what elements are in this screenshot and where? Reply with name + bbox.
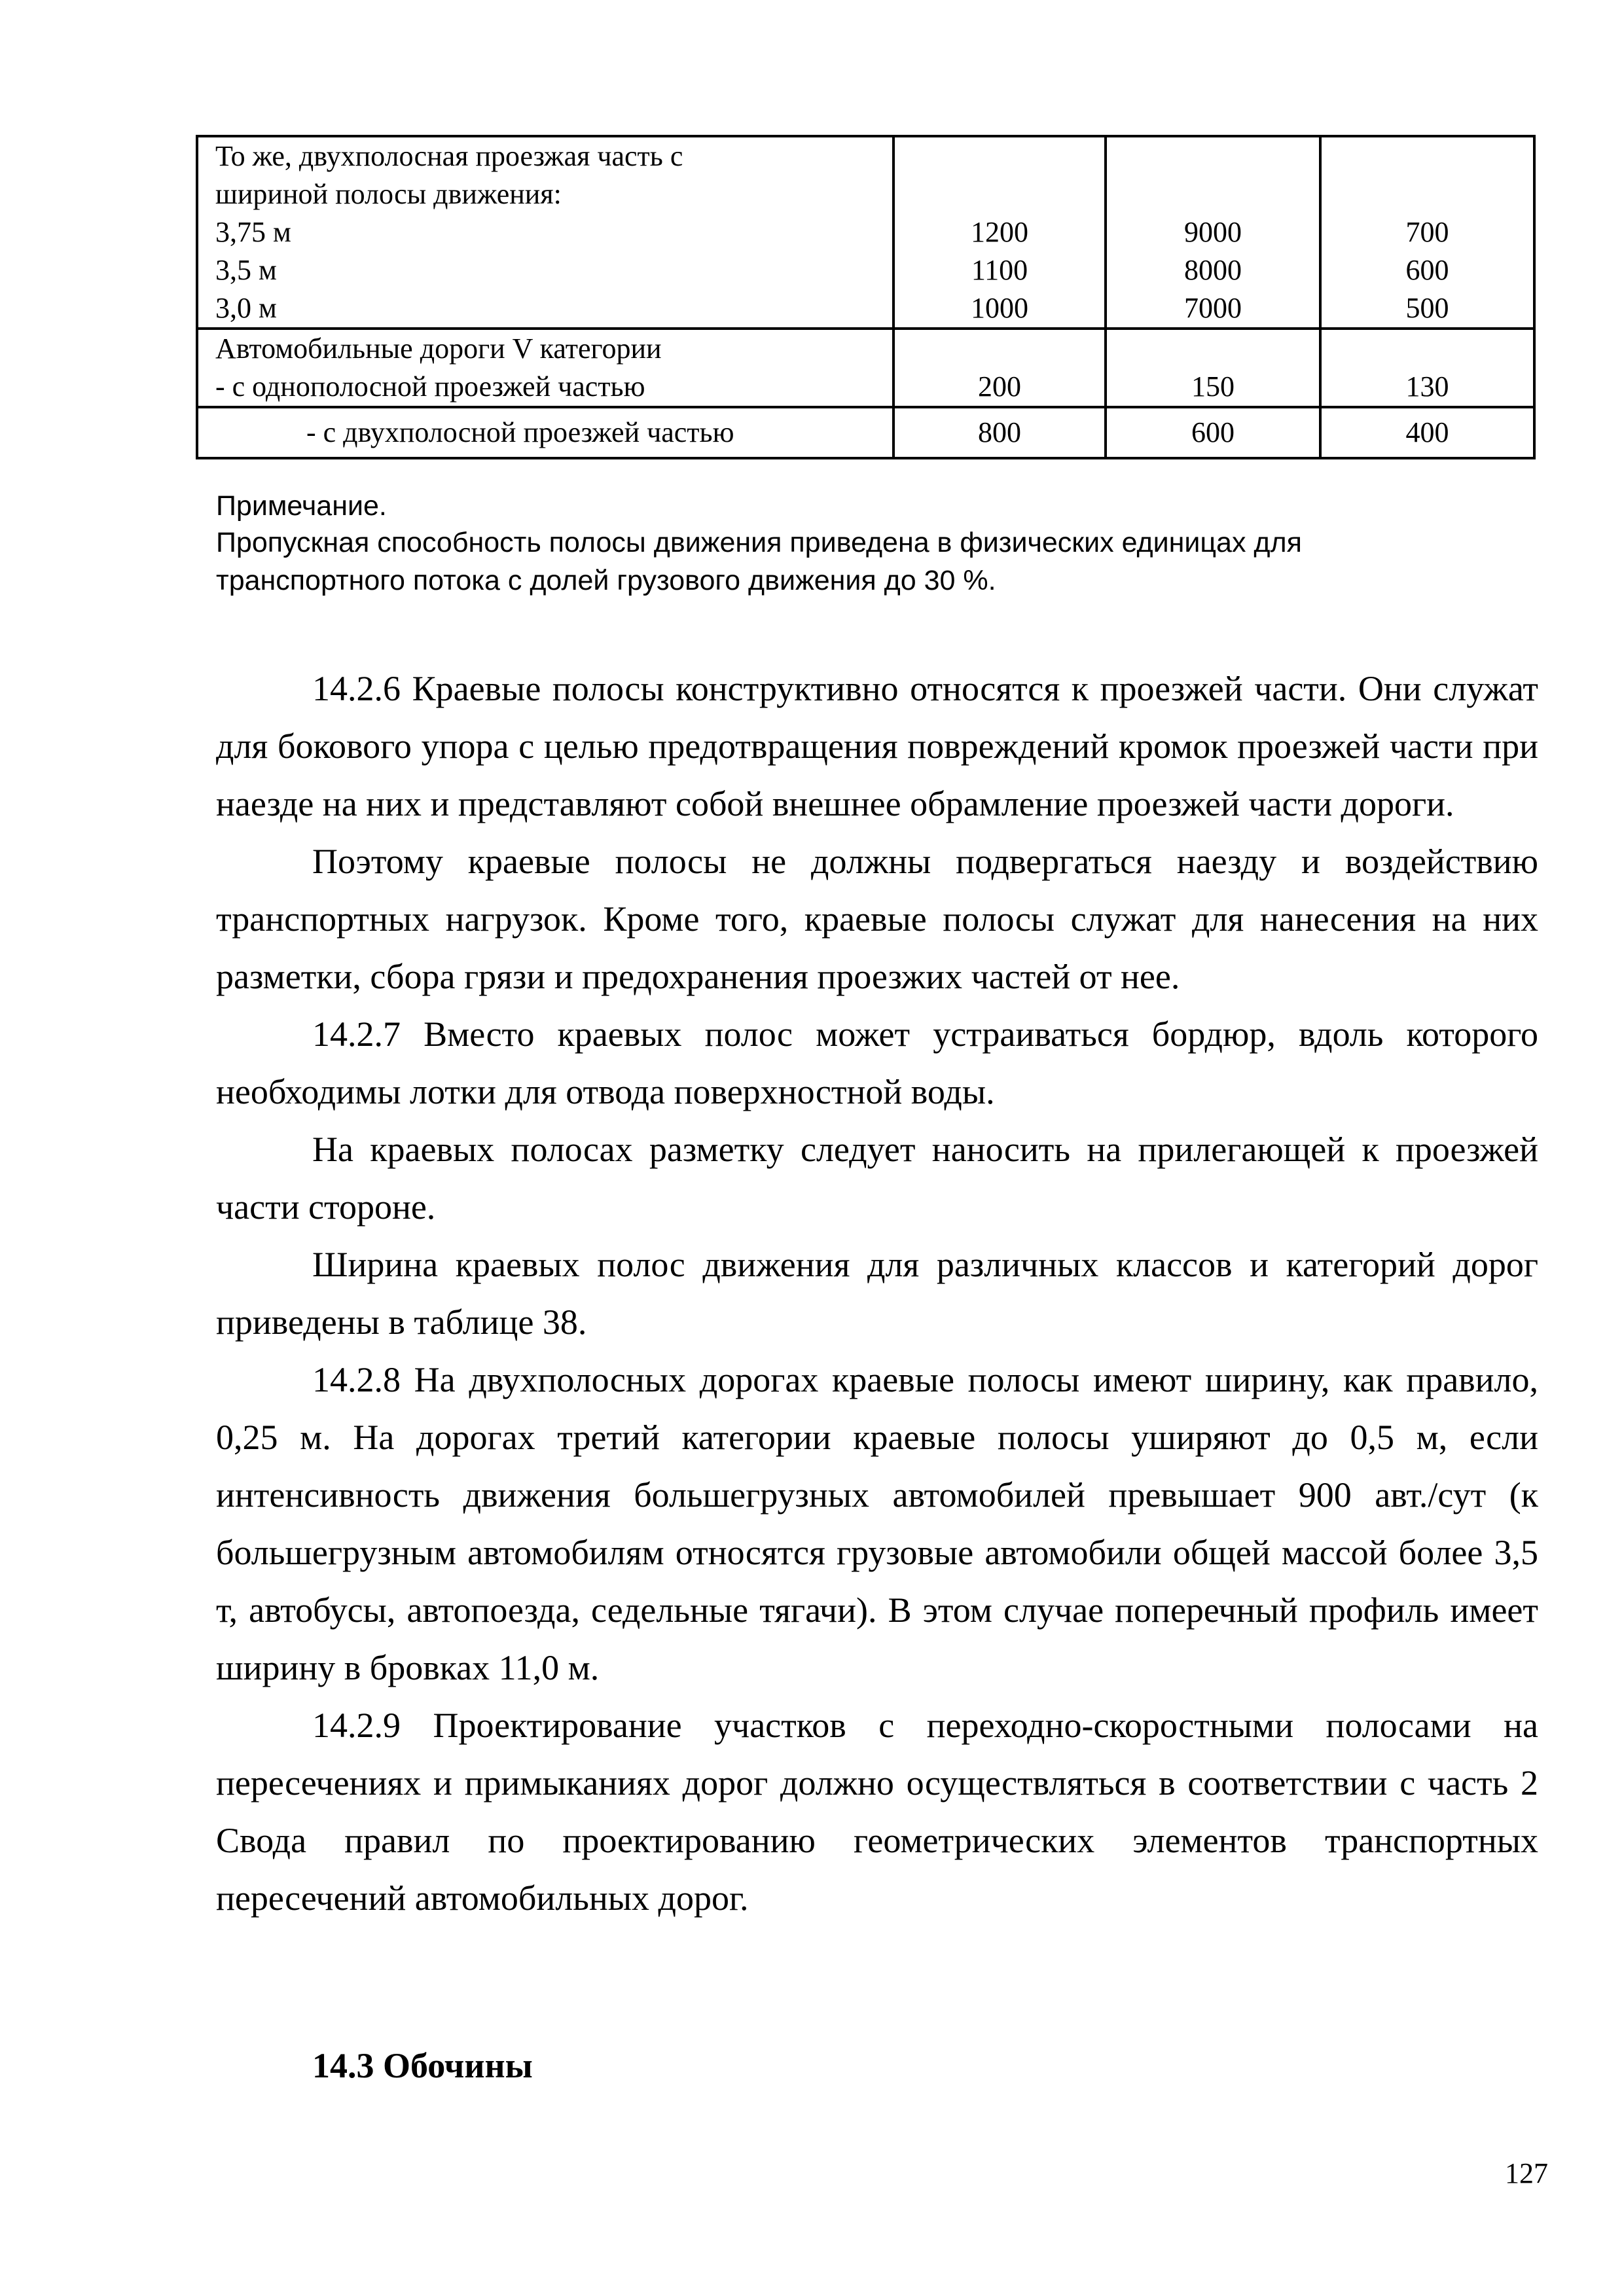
paragraph: Поэтому краевые полосы не должны подвергаться наезду и воздействию транспортных нагрузок. Кроме того, краевые полосы служат для нанесения на них разметки, сбора грязи и предохранения проезжих частей от нее. xyxy=(216,842,1538,996)
table-cell-value: 9000 8000 7000 xyxy=(1106,136,1320,329)
table-row xyxy=(197,329,1534,407)
paragraph: 14.2.9 Проектирование участков с переходно-скоростными полосами на пересечениях и примыканиях дорог должно осуществляться в соответствии с часть 2 Свода правил по проектированию геометрических элементов транспортных пересечений автомобильных дорог. xyxy=(216,1706,1538,1918)
capacity-table xyxy=(196,135,1536,459)
table-cell-value: 1200 1100 1000 xyxy=(893,136,1106,329)
paragraph: 14.2.8 На двухполосных дорогах краевые полосы имеют ширину, как правило, 0,25 м. На дорогах третий категории краевые полосы уширяют до 0,5 м, если интенсивность движения большегрузных автомобилей превышает 900 авт./сут (к большегрузным автомобилям относятся грузовые автомобили общей массой более 3,5 т, автобусы, автопоезда, седельные тягачи). В этом случае поперечный профиль имеет ширину в бровках 11,0 м. xyxy=(216,1360,1538,1687)
body-text xyxy=(216,660,1538,1927)
paragraph: На краевых полосах разметку следует наносить на прилегающей к проезжей части стороне. xyxy=(216,1130,1538,1227)
paragraph: Ширина краевых полос движения для различных классов и категорий дорог приведены в таблице 38. xyxy=(216,1245,1538,1342)
paragraph: 14.2.7 Вместо краевых полос может устраиваться бордюр, вдоль которого необходимы лотки для отвода поверхностной воды. xyxy=(216,1014,1538,1111)
page-number: 127 xyxy=(1505,2157,1548,2189)
table-row xyxy=(197,407,1534,458)
section-heading: 14.3 Обочины xyxy=(312,2046,533,2085)
table-cell-value: 400 xyxy=(1320,407,1534,458)
table-cell-value: 700 600 500 xyxy=(1320,136,1534,329)
table-cell-description: То же, двухполосная проезжая часть с шириной полосы движения: 3,75 м 3,5 м 3,0 м xyxy=(197,136,893,329)
table-cell-value: 150 xyxy=(1106,329,1320,407)
table-row xyxy=(197,136,1534,329)
table-cell-value: 800 xyxy=(893,407,1106,458)
table-cell-description: Автомобильные дороги V категории - с однополосной проезжей частью xyxy=(197,329,893,407)
table-cell-value: 600 xyxy=(1106,407,1320,458)
paragraph: 14.2.6 Краевые полосы конструктивно относятся к проезжей части. Они служат для бокового упора с целью предотвращения повреждений кромок проезжей части при наезде на них и представляют собой внешнее обрамление проезжей части дороги. xyxy=(216,669,1538,823)
note-text: Пропускная способность полосы движения приведена в физических единицах для транспортного потока с долей грузового движения до 30 %. xyxy=(216,527,1302,596)
note-label: Примечание. xyxy=(216,490,387,522)
table-cell-value: 200 xyxy=(893,329,1106,407)
table-cell-description: - с двухполосной проезжей частью xyxy=(197,407,893,458)
table-cell-value: 130 xyxy=(1320,329,1534,407)
